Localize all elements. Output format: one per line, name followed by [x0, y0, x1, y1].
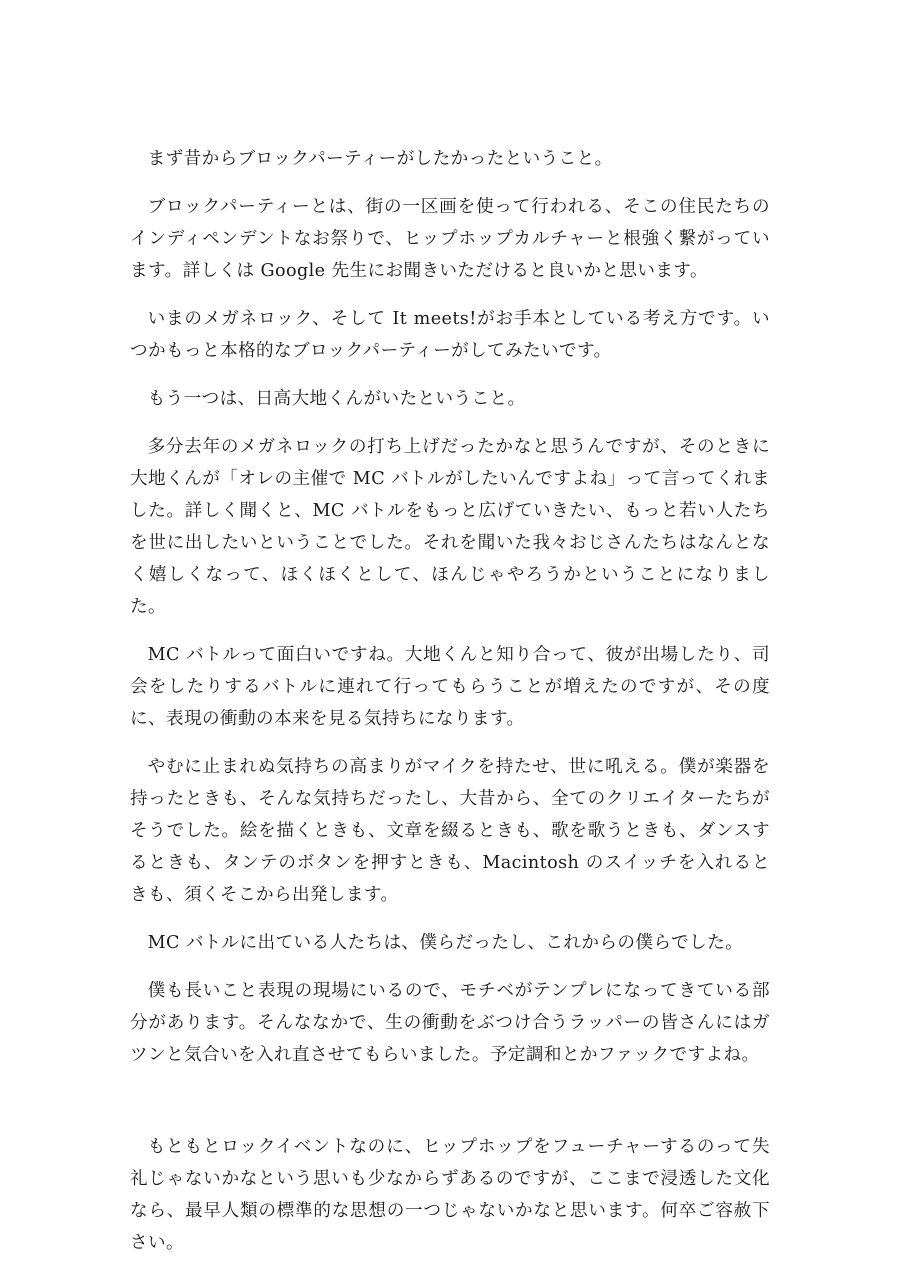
closing-paragraph: もともとロックイベントなのに、ヒップホップをフューチャーするのって失礼じゃないかなという思いも少なからずあるのですが、ここまで浸透した文化なら、最早人類の標準的な思想の一つじゃないかなと思います。何卒ご容赦下さい。	[130, 1137, 770, 1253]
paragraph: 僕も長いこと表現の現場にいるので、モチベがテンプレになってきている部分があります。そんななかで、生の衝動をぶつけ合うラッパーの皆さんにはガツンと気合いを入れ直させてもらいました。予定調和とかファックですよね。	[130, 981, 770, 1065]
section-spacer	[130, 1087, 770, 1131]
paragraph: ブロックパーティーとは、街の一区画を使って行われる、そこの住民たちのインディペンデントなお祭りで、ヒップホップカルチャーと根強く繋がっています。詳しくは Google 先生にお聞きいただけると良いかと思います。	[130, 197, 770, 281]
paragraph: もう一つは、日高大地くんがいたということ。	[147, 389, 526, 409]
paragraph: まず昔からブロックパーティーがしたかったということ。	[147, 149, 613, 169]
text-body	[130, 143, 770, 1275]
paragraph: 多分去年のメガネロックの打ち上げだったかなと思うんですが、そのときに大地くんが「オレの主催で MC バトルがしたいんですよね」って言ってくれました。詳しく聞くと、MC バトルをもっと広げていきたい、もっと若い人たちを世に出したいということでした。それを聞いた我々おじさんたちはなんとなく嬉しくなって、ほくほくとして、ほんじゃやろうかということになりました。	[130, 437, 770, 617]
paragraph: MC バトルって面白いですね。大地くんと知り合って、彼が出場したり、司会をしたりするバトルに連れて行ってもらうことが増えたのですが、その度に、表現の衝動の本来を見る気持ちになります。	[130, 645, 770, 729]
paragraph: やむに止まれぬ気持ちの高まりがマイクを持たせ、世に吼える。僕が楽器を持ったときも、そんな気持ちだったし、大昔から、全てのクリエイターたちがそうでした。絵を描くときも、文章を綴るときも、歌を歌うときも、ダンスするときも、タンテのボタンを押すときも、Macintosh のスイッチを入れるときも、須くそこから出発します。	[130, 757, 770, 905]
paragraph: MC バトルに出ている人たちは、僕らだったし、これからの僕らでした。	[147, 933, 744, 953]
paragraph: いまのメガネロック、そして It meets!がお手本としている考え方です。いつかもっと本格的なブロックパーティーがしてみたいです。	[130, 309, 770, 361]
